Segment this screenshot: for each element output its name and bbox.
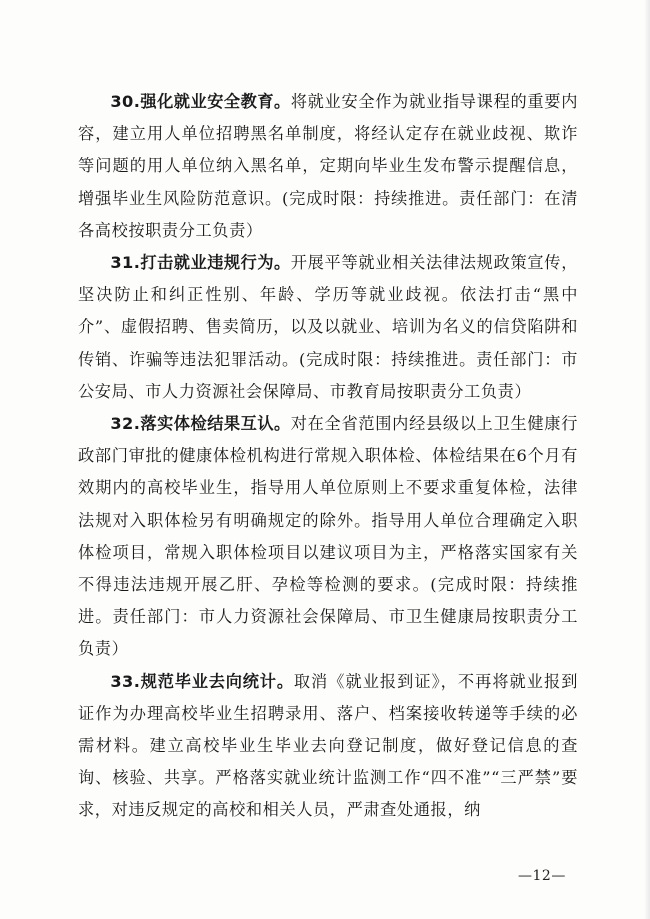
paragraph-31 <box>78 247 578 408</box>
paragraph-heading: 31.打击就业违规行为。 <box>110 253 291 273</box>
paragraph-30 <box>78 86 578 247</box>
paragraph-33 <box>78 666 578 827</box>
paragraph-text: 将就业安全作为就业指导课程的重要内容，建立用人单位招聘黑名单制度，将经认定存在就业歧视、欺诈等问题的用人单位纳入黑名单，定期向毕业生发布警示提醒信息，增强毕业生风险防范意识。(完成时限：持续推进。责任部门：在清各高校按职责分工负责） <box>78 92 578 240</box>
page-number: —12— <box>518 868 566 884</box>
paragraph-heading: 32.落实体检结果互认。 <box>110 414 291 434</box>
paragraph-heading: 33.规范毕业去向统计。 <box>110 671 294 691</box>
paragraph-text: 开展平等就业相关法律法规政策宣传，坚决防止和纠正性别、年龄、学历等就业歧视。依法打击“黑中介”、虚假招聘、售卖简历，以及以就业、培训为名义的信贷陷阱和传销、诈骗等违法犯罪活动。(完成时限：持续推进。责任部门：市公安局、市人力资源社会保障局、市教育局按职责分工负责） <box>78 253 578 401</box>
page-edge-shadow <box>644 0 650 919</box>
paragraph-heading: 30.强化就业安全教育。 <box>110 92 291 111</box>
paragraph-32 <box>78 408 578 666</box>
document-body <box>78 86 578 827</box>
paragraph-text: 对在全省范围内经县级以上卫生健康行政部门审批的健康体检机构进行常规入职体检、体检结果在6个月有效期内的高校毕业生，指导用人单位原则上不要求重复体检，法律法规对入职体检另有明确规定的除外。指导用人单位合理确定入职体检项目，常规入职体检项目以建议项目为主，严格落实国家有关不得违法违规开展乙肝、孕检等检测的要求。(完成时限：持续推进。责任部门：市人力资源社会保障局、市卫生健康局按职责分工负责） <box>78 414 578 659</box>
paragraph-text: 取消《就业报到证》，不再将就业报到证作为办理高校毕业生招聘录用、落户、档案接收转递等手续的必需材料。建立高校毕业生毕业去向登记制度，做好登记信息的查询、核验、共享。严格落实就业统计监测工作“四不准”“三严禁”要求，对违反规定的高校和相关人员，严肃查处通报，纳 <box>78 671 578 820</box>
